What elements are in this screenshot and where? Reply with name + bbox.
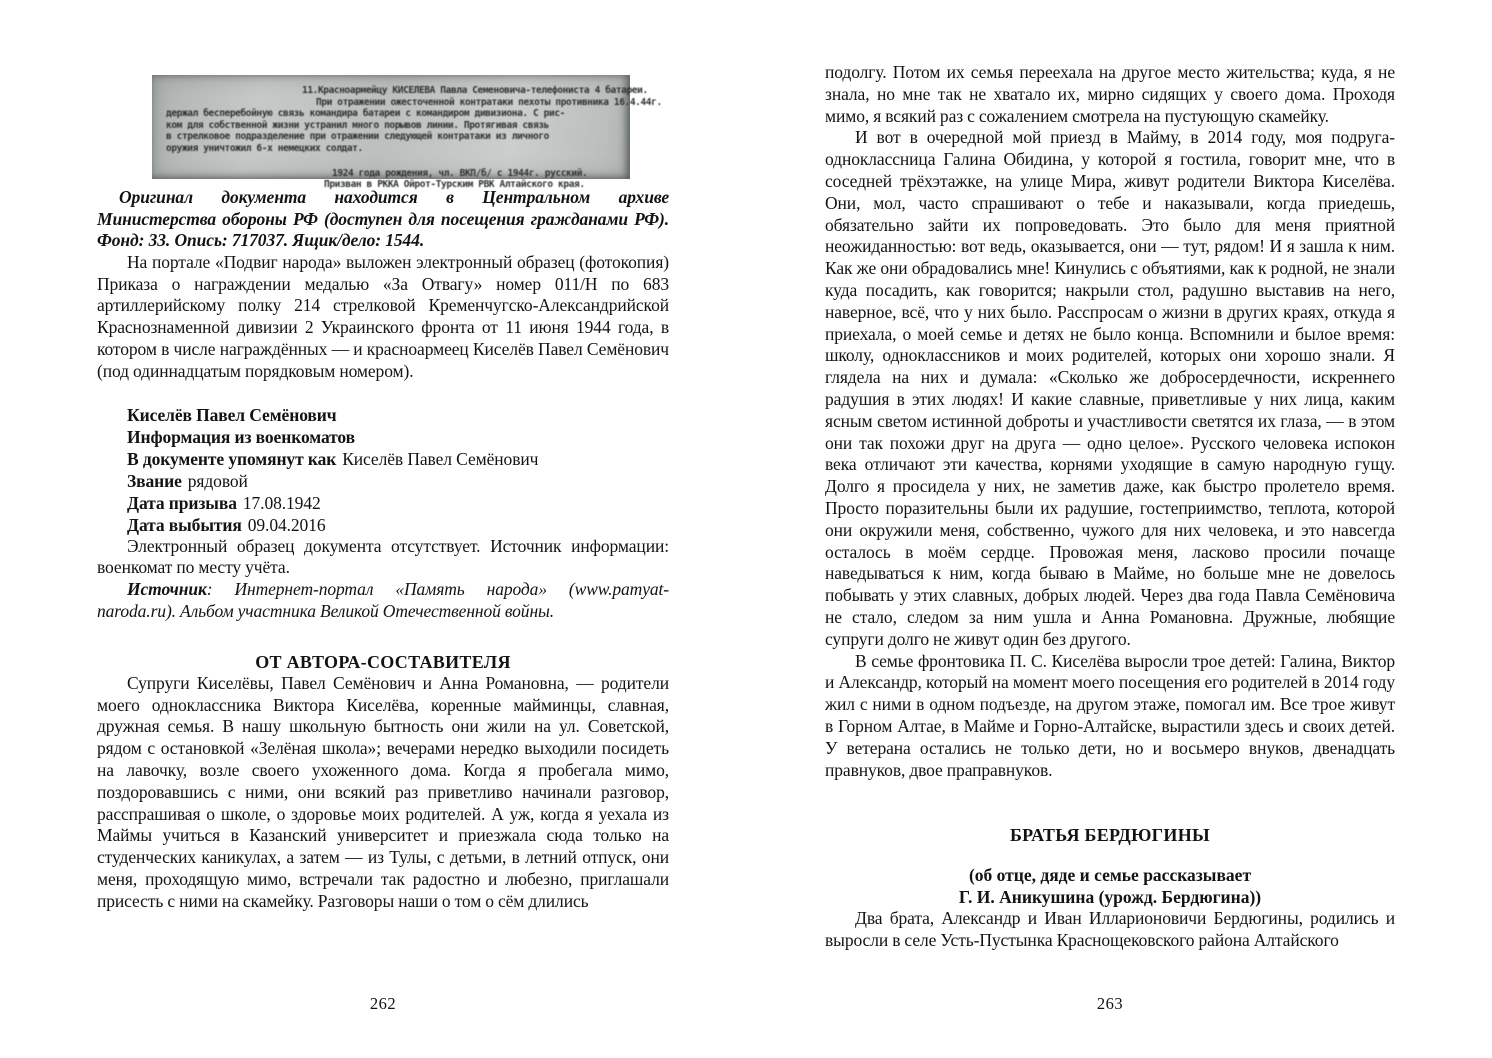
field-label: В документе упомянут как — [127, 448, 337, 469]
scan-caption: Оригинал документа находится в Центральном архиве Министерства обороны РФ (доступен для посещения гражданами РФ). Фонд: 33. Опись: 717037. Ящик/дело: 1544. — [97, 187, 669, 251]
scan-line: ком для собственной жизни устранил много порывов линии. Протягивая связь — [166, 119, 550, 131]
page-number-right: 263 — [1096, 994, 1124, 1013]
paragraph-visit: И вот в очередной мой приезд в Майму, в 2014 году, моя подруга-одноклассница Галина Обидина, у которой я гостила, говорит мне, что в соседней трёхэтажке, на улице Мира, живут родители Виктора Киселёва. Они, мол, часто спрашивают о тебе и наказывали, когда приедешь, обязательно зайти их попроведовать. Это было для меня приятной неожиданностью: вот ведь, оказывается, они — тут, рядом! И я зашла к ним. Как же они обрадовались мне! Кинулись с объятиями, как к родной, не знали куда посадить, как говорится; накрыли стол, радушно выставив на него, наверное, всё, что у них было. Расспросам о жизни в других краях, откуда я приехала, о моей семье и детях не было конца. Вспомнили и былое время: школу, одноклассников и моих родителей, которых они хорошо знали. Я глядела на них и думала: «Сколько же добросердечности, искреннего радушия в этих людях! И какие славные, приветливые у них лица, каким ясным светом истинной доброты и участливости светятся их глаза, — в этом они так похожи друг на друга — одно целое». Русского человека испокон века отличают эти качества, корнями уходящие в самую народную гущу. Долго я просидела у них, не заметив даже, как быстро пролетело время. Просто поразительны были их радушие, гостеприимство, теплота, которой они окружили меня, собственно, чужого для них человека, и это навсегда осталось в моём сердце. Провожая меня, ласково просили почаще наведываться к ним, когда бываю в Майме, но больше мне не довелось побывать у этих славных, добрых людей. Через два года Павла Семёновича не стало, следом за ним ушла и Анна Романовна. Дружные, любящие супруги долго не живут один без другого. — [825, 127, 1395, 649]
scan-line: в стрелковое подразделение при отражении следующей контратаки из личного — [166, 131, 550, 143]
section-subheading — [825, 864, 1395, 908]
record-info-header-text: Информация из военкоматов — [127, 426, 355, 447]
field-value: рядовой — [187, 470, 248, 491]
record-info-header — [127, 426, 669, 448]
scan-line: Призван в РККА Ойрот-Турским РВК Алтайского края. — [324, 179, 585, 191]
scan-line: оружия уничтожил 6-х немецких солдат. — [166, 142, 363, 154]
record-note: Электронный образец документа отсутствует. Источник информации: военкомат по месту учёта. — [97, 535, 669, 578]
left-page — [97, 0, 669, 1058]
page-number-left: 262 — [369, 994, 397, 1013]
record-field-discharge-date — [127, 514, 669, 536]
paragraph-author: Супруги Киселёвы, Павел Семёнович и Анна Романовна, — родители моего одноклассника Виктора Киселёва, коренные майминцы, славная, дружная семья. В нашу школьную бытность они жили на ул. Советской, рядом с остановкой «Зелёная школа»; вечерами нередко выходили посидеть на лавочку, возле своего ухоженного дома. Когда я пробегала мимо, поздоровавшись с ними, они всякий раз приветливо начинали разговор, расспрашивая о школе, о здоровье моих родителей. А уж, когда я уехала из Маймы учиться в Казанский университет и приезжала сюда только на студенческих каникулах, а затем — из Тулы, с детьми, в летний отпуск, они меня, проходящую мимо, встречали так радостно и любезно, приглашали присесть с ними на скамейку. Разговоры наши о том о сём длились — [97, 672, 669, 911]
field-label: Звание — [127, 470, 182, 491]
source-text: : Интернет-портал «Память народа» (www.pamyat-naroda.ru). Альбом участника Великой Отечественной войны. — [97, 579, 669, 621]
scan-line: держал бесперебойную связь командира батареи с командиром дивизиона. С рис- — [166, 108, 565, 120]
section-heading-berdyugin: БРАТЬЯ БЕРДЮГИНЫ — [1009, 825, 1210, 846]
field-label: Дата призыва — [127, 492, 237, 513]
record-name-text: Киселёв Павел Семёнович — [127, 404, 337, 425]
field-value: Киселёв Павел Семёнович — [342, 448, 539, 469]
military-record-block — [97, 404, 669, 580]
paragraph-family: В семье фронтовика П. С. Киселёва выросли трое детей: Галина, Виктор и Александр, который на момент моего посещения его родителей в 2014 году жил с ними в одном подъезде, на другом этаже, помогал им. Все трое живут в Горном Алтае, в Майме и Горно-Алтайске, вырастили здесь и своих детей. У ветерана остались не только дети, но и восьмеро внуков, двенадцать правнуков, двое праправнуков. — [825, 650, 1395, 780]
scan-line: При отражении ожесточенной контратаки пехоты противника 16.4.44г. — [316, 96, 662, 108]
record-field-mentioned-as — [127, 448, 669, 470]
field-value: 17.08.1942 — [242, 492, 321, 513]
source-note — [97, 579, 669, 623]
scan-line: 1924 года рождения, чл. ВКП/б/ с 1944г. русский. — [332, 167, 588, 179]
paragraph-berdyugin: Два брата, Александр и Иван Илларионовичи Бердюгины, родились и выросли в селе Усть-Пустынка Краснощековского района Алтайского — [825, 908, 1395, 951]
source-label: Источник — [127, 579, 207, 600]
subheading-line-2: Г. И. Аникушина (урожд. Бердюгина)) — [958, 887, 1262, 908]
subheading-line-1: (об отце, дяде и семье рассказывает — [968, 865, 1252, 886]
field-value: 09.04.2016 — [247, 514, 326, 535]
archival-document-scan — [152, 75, 662, 191]
field-label: Дата выбытия — [127, 514, 242, 535]
paragraph-continuation: подолгу. Потом их семья переехала на другое место жительства; куда, я не знала, но мне так не хватало их, мирно сидящих у своего дома. Проходя мимо, я всякий раз с сожалением смотрела на пустующую скамейку. — [825, 62, 1395, 126]
record-field-rank — [127, 470, 669, 492]
record-name — [127, 404, 669, 426]
paragraph-portal: На портале «Подвиг народа» выложен электронный образец (фотокопия) Приказа о награждении медалью «За Отвагу» номер 011/Н по 683 артиллерийскому полку 214 стрелковой Кременчугско-Александрийской Краснознаменной дивизии 2 Украинского фронта от 11 июня 1944 года, в котором в числе награждённых — и красноармеец Киселёв Павел Семёнович (под одиннадцатым порядковым номером). — [97, 251, 669, 381]
section-heading-author: ОТ АВТОРА-СОСТАВИТЕЛЯ — [255, 651, 511, 672]
record-field-draft-date — [127, 492, 669, 514]
scan-line: 11.Красноармейцу КИСЕЛЕВА Павла Семеновича-телефониста 4 батареи. — [302, 85, 648, 96]
right-page — [825, 0, 1395, 1058]
